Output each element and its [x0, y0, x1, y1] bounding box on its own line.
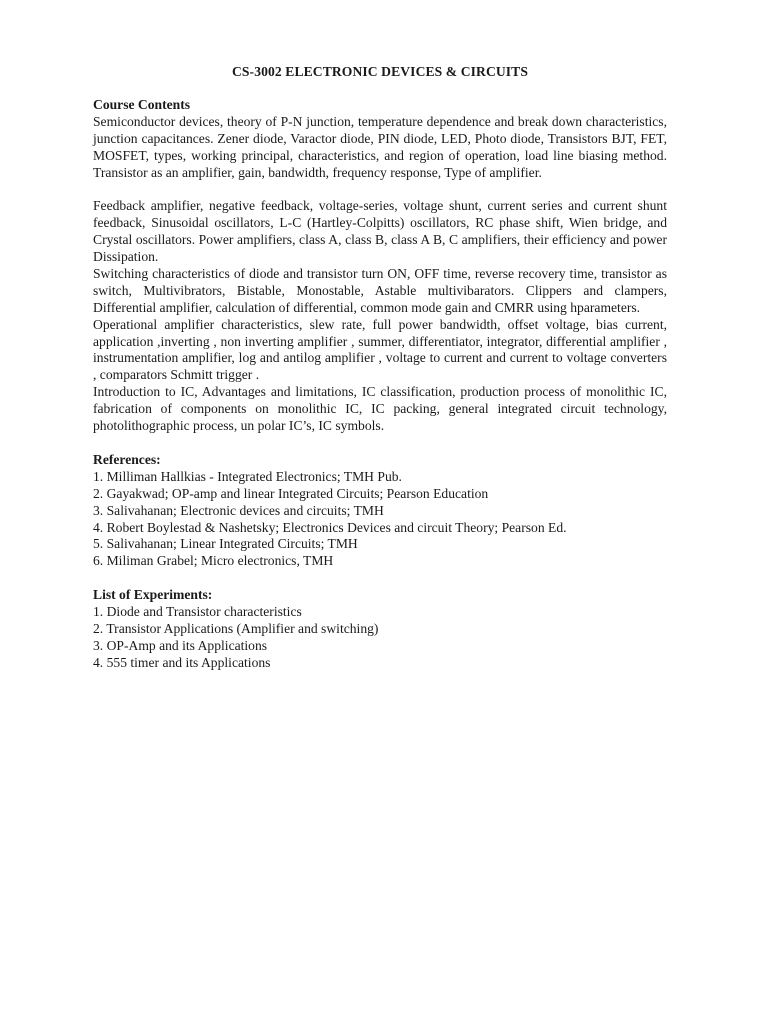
- paragraph-spacer: [93, 181, 667, 198]
- section-spacer: [93, 435, 667, 452]
- references-list: [93, 469, 667, 570]
- reference-item: 1. Milliman Hallkias - Integrated Electronics; TMH Pub.: [93, 468, 402, 484]
- experiments-heading: List of Experiments:: [93, 587, 213, 603]
- course-paragraph-1: Semiconductor devices, theory of P-N junction, temperature dependence and break down characteristics, junction capacitances. Zener diode, Varactor diode, PIN diode, LED, Photo diode, Transistors BJT, FET, MOSFET, types, working principal, characteristics, and region of operation, load line biasing method. Transistor as an amplifier, gain, bandwidth, frequency response, Type of amplifier.: [93, 113, 667, 180]
- reference-item: 6. Miliman Grabel; Micro electronics, TMH: [93, 553, 334, 569]
- experiment-item: 3. OP-Amp and its Applications: [93, 637, 268, 653]
- experiment-item: 2. Transistor Applications (Amplifier and switching): [93, 620, 379, 636]
- reference-item: 5. Salivahanan; Linear Integrated Circuits; TMH: [93, 536, 358, 552]
- experiment-item: 4. 555 timer and its Applications: [93, 654, 271, 670]
- course-contents-heading: Course Contents: [93, 96, 191, 112]
- experiment-item: 1. Diode and Transistor characteristics: [93, 604, 302, 620]
- reference-item: 3. Salivahanan; Electronic devices and circuits; TMH: [93, 502, 384, 518]
- course-paragraph-2: Feedback amplifier, negative feedback, voltage-series, voltage shunt, current series and current shunt feedback, Sinusoidal oscillators, L-C (Hartley-Colpitts) oscillators, RC phase shift, Wien bridge, and Crystal oscillators. Power amplifiers, class A, class B, class A B, C amplifiers, their efficiency and power Dissipation.: [93, 198, 667, 265]
- document-title: CS-3002 ELECTRONIC DEVICES & CIRCUITS: [231, 64, 529, 79]
- section-spacer: [93, 570, 667, 587]
- course-paragraph-3: Switching characteristics of diode and transistor turn ON, OFF time, reverse recovery time, transistor as switch, Multivibrators, Bistable, Monostable, Astable multivibarators. Clippers and clampers, Differential amplifier, calculation of differential, common mode gain and CMRR using hparameters.: [93, 265, 667, 315]
- reference-item: 2. Gayakwad; OP-amp and linear Integrated Circuits; Pearson Education: [93, 485, 489, 501]
- experiments-list: [93, 604, 667, 672]
- course-paragraph-4: Operational amplifier characteristics, slew rate, full power bandwidth, offset voltage, bias current, application ,inverting , non inverting amplifier , summer, differentiator, integrator, differential amplifier , instrumentation amplifier, log and antilog amplifier , voltage to current and current to voltage converters , comparators Schmitt trigger .: [93, 316, 667, 383]
- references-heading: References:: [93, 451, 161, 467]
- course-paragraph-5: Introduction to IC, Advantages and limitations, IC classification, production process of monolithic IC, fabrication of components on monolithic IC, IC packing, general integrated circuit technology, photolithographic process, un polar IC’s, IC symbols.: [93, 384, 667, 434]
- reference-item: 4. Robert Boylestad & Nashetsky; Electronics Devices and circuit Theory; Pearson Ed.: [93, 519, 567, 535]
- document-page: [93, 64, 667, 672]
